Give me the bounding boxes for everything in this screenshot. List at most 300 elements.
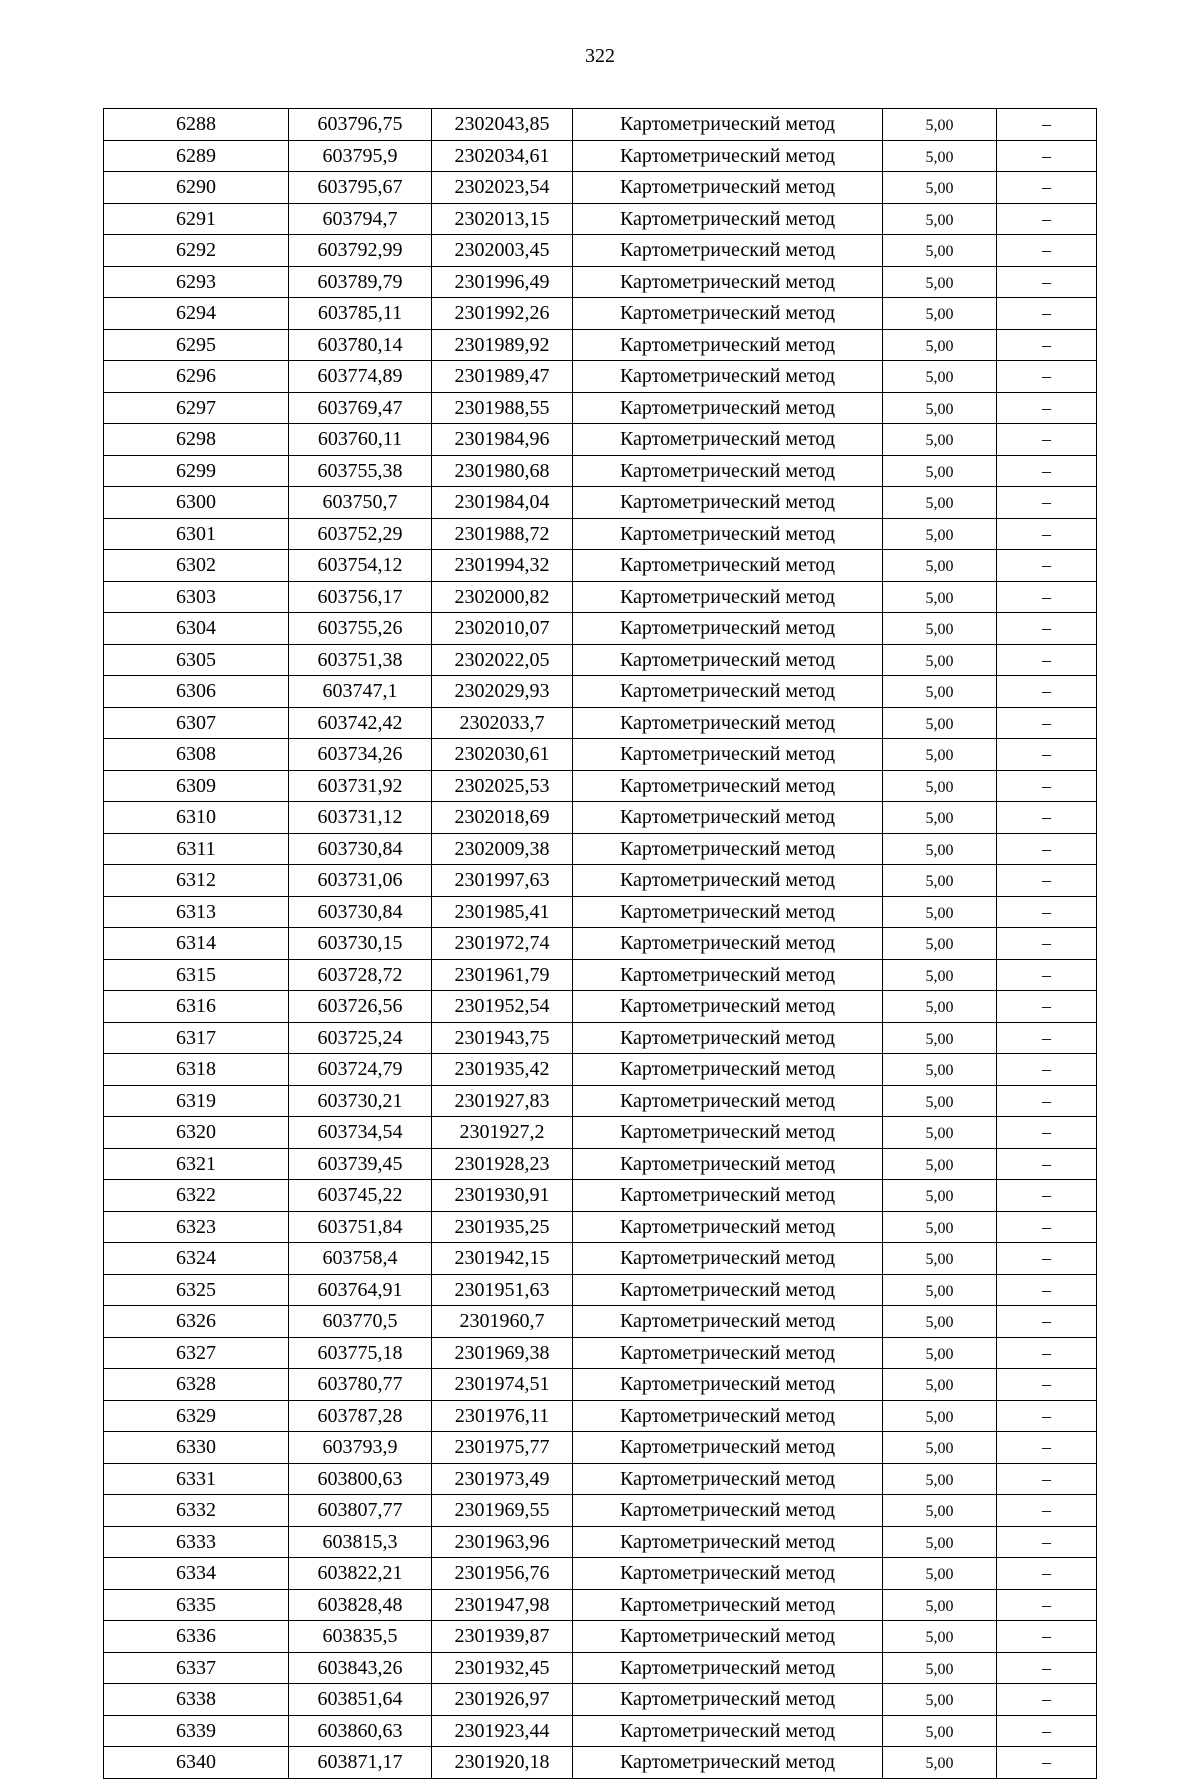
note-cell: – xyxy=(997,1652,1097,1684)
accuracy-cell: 5,00 xyxy=(883,329,997,361)
x-coordinate-cell: 603731,12 xyxy=(289,802,432,834)
method-cell: Картометрический метод xyxy=(573,1684,883,1716)
y-coordinate-cell: 2301930,91 xyxy=(432,1180,573,1212)
coordinates-table xyxy=(103,108,1097,1779)
method-cell: Картометрический метод xyxy=(573,1337,883,1369)
point-number-cell: 6326 xyxy=(104,1306,289,1338)
accuracy-cell: 5,00 xyxy=(883,613,997,645)
table-row xyxy=(104,1432,1097,1464)
table-row xyxy=(104,1526,1097,1558)
method-cell: Картометрический метод xyxy=(573,203,883,235)
method-cell: Картометрический метод xyxy=(573,1526,883,1558)
point-number-cell: 6290 xyxy=(104,172,289,204)
table-row xyxy=(104,1715,1097,1747)
y-coordinate-cell: 2301994,32 xyxy=(432,550,573,582)
note-cell: – xyxy=(997,455,1097,487)
point-number-cell: 6297 xyxy=(104,392,289,424)
method-cell: Картометрический метод xyxy=(573,361,883,393)
table-row xyxy=(104,235,1097,267)
y-coordinate-cell: 2301969,38 xyxy=(432,1337,573,1369)
accuracy-cell: 5,00 xyxy=(883,1243,997,1275)
note-cell: – xyxy=(997,298,1097,330)
point-number-cell: 6289 xyxy=(104,140,289,172)
y-coordinate-cell: 2301980,68 xyxy=(432,455,573,487)
method-cell: Картометрический метод xyxy=(573,959,883,991)
note-cell: – xyxy=(997,802,1097,834)
method-cell: Картометрический метод xyxy=(573,991,883,1023)
y-coordinate-cell: 2301972,74 xyxy=(432,928,573,960)
x-coordinate-cell: 603774,89 xyxy=(289,361,432,393)
table-row xyxy=(104,644,1097,676)
note-cell: – xyxy=(997,1243,1097,1275)
y-coordinate-cell: 2302010,07 xyxy=(432,613,573,645)
x-coordinate-cell: 603780,14 xyxy=(289,329,432,361)
method-cell: Картометрический метод xyxy=(573,833,883,865)
accuracy-cell: 5,00 xyxy=(883,1526,997,1558)
table-row xyxy=(104,361,1097,393)
method-cell: Картометрический метод xyxy=(573,644,883,676)
table-row xyxy=(104,1180,1097,1212)
note-cell: – xyxy=(997,1180,1097,1212)
note-cell: – xyxy=(997,1684,1097,1716)
table-row xyxy=(104,203,1097,235)
accuracy-cell: 5,00 xyxy=(883,550,997,582)
accuracy-cell: 5,00 xyxy=(883,203,997,235)
note-cell: – xyxy=(997,1211,1097,1243)
note-cell: – xyxy=(997,392,1097,424)
accuracy-cell: 5,00 xyxy=(883,1747,997,1779)
table-row xyxy=(104,1243,1097,1275)
note-cell: – xyxy=(997,1432,1097,1464)
x-coordinate-cell: 603780,77 xyxy=(289,1369,432,1401)
y-coordinate-cell: 2301996,49 xyxy=(432,266,573,298)
y-coordinate-cell: 2301984,04 xyxy=(432,487,573,519)
note-cell: – xyxy=(997,739,1097,771)
accuracy-cell: 5,00 xyxy=(883,109,997,141)
x-coordinate-cell: 603752,29 xyxy=(289,518,432,550)
y-coordinate-cell: 2301961,79 xyxy=(432,959,573,991)
method-cell: Картометрический метод xyxy=(573,1369,883,1401)
point-number-cell: 6335 xyxy=(104,1589,289,1621)
point-number-cell: 6323 xyxy=(104,1211,289,1243)
accuracy-cell: 5,00 xyxy=(883,392,997,424)
table-row xyxy=(104,329,1097,361)
accuracy-cell: 5,00 xyxy=(883,1463,997,1495)
accuracy-cell: 5,00 xyxy=(883,1400,997,1432)
y-coordinate-cell: 2302033,7 xyxy=(432,707,573,739)
accuracy-cell: 5,00 xyxy=(883,991,997,1023)
method-cell: Картометрический метод xyxy=(573,1747,883,1779)
method-cell: Картометрический метод xyxy=(573,1085,883,1117)
x-coordinate-cell: 603745,22 xyxy=(289,1180,432,1212)
x-coordinate-cell: 603822,21 xyxy=(289,1558,432,1590)
accuracy-cell: 5,00 xyxy=(883,1022,997,1054)
method-cell: Картометрический метод xyxy=(573,550,883,582)
y-coordinate-cell: 2301989,47 xyxy=(432,361,573,393)
accuracy-cell: 5,00 xyxy=(883,1684,997,1716)
note-cell: – xyxy=(997,424,1097,456)
method-cell: Картометрический метод xyxy=(573,1495,883,1527)
point-number-cell: 6298 xyxy=(104,424,289,456)
method-cell: Картометрический метод xyxy=(573,928,883,960)
x-coordinate-cell: 603796,75 xyxy=(289,109,432,141)
point-number-cell: 6313 xyxy=(104,896,289,928)
table-row xyxy=(104,140,1097,172)
y-coordinate-cell: 2301956,76 xyxy=(432,1558,573,1590)
accuracy-cell: 5,00 xyxy=(883,1715,997,1747)
table-row xyxy=(104,1148,1097,1180)
x-coordinate-cell: 603734,54 xyxy=(289,1117,432,1149)
method-cell: Картометрический метод xyxy=(573,1589,883,1621)
y-coordinate-cell: 2302009,38 xyxy=(432,833,573,865)
table-row xyxy=(104,676,1097,708)
method-cell: Картометрический метод xyxy=(573,896,883,928)
x-coordinate-cell: 603871,17 xyxy=(289,1747,432,1779)
point-number-cell: 6316 xyxy=(104,991,289,1023)
note-cell: – xyxy=(997,172,1097,204)
note-cell: – xyxy=(997,865,1097,897)
x-coordinate-cell: 603795,67 xyxy=(289,172,432,204)
y-coordinate-cell: 2302018,69 xyxy=(432,802,573,834)
table-row xyxy=(104,1747,1097,1779)
table-row xyxy=(104,1117,1097,1149)
note-cell: – xyxy=(997,329,1097,361)
y-coordinate-cell: 2301927,2 xyxy=(432,1117,573,1149)
note-cell: – xyxy=(997,644,1097,676)
y-coordinate-cell: 2301997,63 xyxy=(432,865,573,897)
x-coordinate-cell: 603807,77 xyxy=(289,1495,432,1527)
y-coordinate-cell: 2301963,96 xyxy=(432,1526,573,1558)
note-cell: – xyxy=(997,896,1097,928)
note-cell: – xyxy=(997,1148,1097,1180)
accuracy-cell: 5,00 xyxy=(883,518,997,550)
y-coordinate-cell: 2301926,97 xyxy=(432,1684,573,1716)
point-number-cell: 6325 xyxy=(104,1274,289,1306)
note-cell: – xyxy=(997,235,1097,267)
x-coordinate-cell: 603731,06 xyxy=(289,865,432,897)
accuracy-cell: 5,00 xyxy=(883,1180,997,1212)
method-cell: Картометрический метод xyxy=(573,392,883,424)
y-coordinate-cell: 2301976,11 xyxy=(432,1400,573,1432)
table-row xyxy=(104,172,1097,204)
table-row xyxy=(104,424,1097,456)
method-cell: Картометрический метод xyxy=(573,676,883,708)
x-coordinate-cell: 603755,38 xyxy=(289,455,432,487)
x-coordinate-cell: 603730,21 xyxy=(289,1085,432,1117)
y-coordinate-cell: 2301935,42 xyxy=(432,1054,573,1086)
accuracy-cell: 5,00 xyxy=(883,172,997,204)
accuracy-cell: 5,00 xyxy=(883,1589,997,1621)
table-row xyxy=(104,613,1097,645)
accuracy-cell: 5,00 xyxy=(883,1652,997,1684)
y-coordinate-cell: 2301969,55 xyxy=(432,1495,573,1527)
note-cell: – xyxy=(997,487,1097,519)
table-row xyxy=(104,1369,1097,1401)
table-row xyxy=(104,392,1097,424)
table-row xyxy=(104,487,1097,519)
table-row xyxy=(104,1306,1097,1338)
table-row xyxy=(104,707,1097,739)
accuracy-cell: 5,00 xyxy=(883,644,997,676)
table-row xyxy=(104,1684,1097,1716)
x-coordinate-cell: 603792,99 xyxy=(289,235,432,267)
note-cell: – xyxy=(997,1715,1097,1747)
x-coordinate-cell: 603775,18 xyxy=(289,1337,432,1369)
method-cell: Картометрический метод xyxy=(573,235,883,267)
table-row xyxy=(104,770,1097,802)
y-coordinate-cell: 2302025,53 xyxy=(432,770,573,802)
note-cell: – xyxy=(997,613,1097,645)
x-coordinate-cell: 603815,3 xyxy=(289,1526,432,1558)
y-coordinate-cell: 2302030,61 xyxy=(432,739,573,771)
y-coordinate-cell: 2301928,23 xyxy=(432,1148,573,1180)
point-number-cell: 6303 xyxy=(104,581,289,613)
note-cell: – xyxy=(997,991,1097,1023)
method-cell: Картометрический метод xyxy=(573,1117,883,1149)
accuracy-cell: 5,00 xyxy=(883,1274,997,1306)
x-coordinate-cell: 603728,72 xyxy=(289,959,432,991)
method-cell: Картометрический метод xyxy=(573,865,883,897)
y-coordinate-cell: 2302043,85 xyxy=(432,109,573,141)
accuracy-cell: 5,00 xyxy=(883,1054,997,1086)
point-number-cell: 6311 xyxy=(104,833,289,865)
point-number-cell: 6294 xyxy=(104,298,289,330)
note-cell: – xyxy=(997,1589,1097,1621)
point-number-cell: 6324 xyxy=(104,1243,289,1275)
x-coordinate-cell: 603787,28 xyxy=(289,1400,432,1432)
note-cell: – xyxy=(997,581,1097,613)
note-cell: – xyxy=(997,518,1097,550)
y-coordinate-cell: 2301923,44 xyxy=(432,1715,573,1747)
accuracy-cell: 5,00 xyxy=(883,1337,997,1369)
page-number: 322 xyxy=(585,45,615,67)
accuracy-cell: 5,00 xyxy=(883,676,997,708)
method-cell: Картометрический метод xyxy=(573,1400,883,1432)
y-coordinate-cell: 2301932,45 xyxy=(432,1652,573,1684)
x-coordinate-cell: 603755,26 xyxy=(289,613,432,645)
table-row xyxy=(104,802,1097,834)
table-row xyxy=(104,109,1097,141)
y-coordinate-cell: 2301951,63 xyxy=(432,1274,573,1306)
note-cell: – xyxy=(997,1495,1097,1527)
y-coordinate-cell: 2301989,92 xyxy=(432,329,573,361)
x-coordinate-cell: 603730,84 xyxy=(289,896,432,928)
x-coordinate-cell: 603734,26 xyxy=(289,739,432,771)
x-coordinate-cell: 603742,42 xyxy=(289,707,432,739)
x-coordinate-cell: 603731,92 xyxy=(289,770,432,802)
table-row xyxy=(104,1400,1097,1432)
y-coordinate-cell: 2301943,75 xyxy=(432,1022,573,1054)
x-coordinate-cell: 603751,84 xyxy=(289,1211,432,1243)
accuracy-cell: 5,00 xyxy=(883,833,997,865)
method-cell: Картометрический метод xyxy=(573,581,883,613)
point-number-cell: 6330 xyxy=(104,1432,289,1464)
note-cell: – xyxy=(997,1337,1097,1369)
point-number-cell: 6317 xyxy=(104,1022,289,1054)
note-cell: – xyxy=(997,1022,1097,1054)
table-row xyxy=(104,266,1097,298)
x-coordinate-cell: 603724,79 xyxy=(289,1054,432,1086)
point-number-cell: 6307 xyxy=(104,707,289,739)
table-row xyxy=(104,1558,1097,1590)
note-cell: – xyxy=(997,1621,1097,1653)
x-coordinate-cell: 603769,47 xyxy=(289,392,432,424)
point-number-cell: 6292 xyxy=(104,235,289,267)
accuracy-cell: 5,00 xyxy=(883,1148,997,1180)
point-number-cell: 6314 xyxy=(104,928,289,960)
x-coordinate-cell: 603751,38 xyxy=(289,644,432,676)
method-cell: Картометрический метод xyxy=(573,1558,883,1590)
point-number-cell: 6320 xyxy=(104,1117,289,1149)
x-coordinate-cell: 603789,79 xyxy=(289,266,432,298)
method-cell: Картометрический метод xyxy=(573,329,883,361)
y-coordinate-cell: 2301947,98 xyxy=(432,1589,573,1621)
y-coordinate-cell: 2301974,51 xyxy=(432,1369,573,1401)
x-coordinate-cell: 603730,15 xyxy=(289,928,432,960)
y-coordinate-cell: 2302029,93 xyxy=(432,676,573,708)
note-cell: – xyxy=(997,1400,1097,1432)
x-coordinate-cell: 603747,1 xyxy=(289,676,432,708)
y-coordinate-cell: 2301985,41 xyxy=(432,896,573,928)
point-number-cell: 6327 xyxy=(104,1337,289,1369)
accuracy-cell: 5,00 xyxy=(883,266,997,298)
method-cell: Картометрический метод xyxy=(573,424,883,456)
note-cell: – xyxy=(997,770,1097,802)
point-number-cell: 6310 xyxy=(104,802,289,834)
point-number-cell: 6328 xyxy=(104,1369,289,1401)
note-cell: – xyxy=(997,1054,1097,1086)
accuracy-cell: 5,00 xyxy=(883,1432,997,1464)
x-coordinate-cell: 603785,11 xyxy=(289,298,432,330)
table-row xyxy=(104,959,1097,991)
x-coordinate-cell: 603725,24 xyxy=(289,1022,432,1054)
point-number-cell: 6296 xyxy=(104,361,289,393)
note-cell: – xyxy=(997,1085,1097,1117)
point-number-cell: 6321 xyxy=(104,1148,289,1180)
x-coordinate-cell: 603730,84 xyxy=(289,833,432,865)
point-number-cell: 6301 xyxy=(104,518,289,550)
accuracy-cell: 5,00 xyxy=(883,896,997,928)
accuracy-cell: 5,00 xyxy=(883,455,997,487)
accuracy-cell: 5,00 xyxy=(883,1369,997,1401)
method-cell: Картометрический метод xyxy=(573,1621,883,1653)
point-number-cell: 6300 xyxy=(104,487,289,519)
note-cell: – xyxy=(997,361,1097,393)
y-coordinate-cell: 2301927,83 xyxy=(432,1085,573,1117)
point-number-cell: 6333 xyxy=(104,1526,289,1558)
y-coordinate-cell: 2301942,15 xyxy=(432,1243,573,1275)
x-coordinate-cell: 603758,4 xyxy=(289,1243,432,1275)
x-coordinate-cell: 603760,11 xyxy=(289,424,432,456)
table-row xyxy=(104,455,1097,487)
accuracy-cell: 5,00 xyxy=(883,1306,997,1338)
method-cell: Картометрический метод xyxy=(573,1715,883,1747)
table-row xyxy=(104,1495,1097,1527)
table-row xyxy=(104,1463,1097,1495)
point-number-cell: 6304 xyxy=(104,613,289,645)
note-cell: – xyxy=(997,676,1097,708)
point-number-cell: 6319 xyxy=(104,1085,289,1117)
accuracy-cell: 5,00 xyxy=(883,361,997,393)
accuracy-cell: 5,00 xyxy=(883,739,997,771)
note-cell: – xyxy=(997,550,1097,582)
accuracy-cell: 5,00 xyxy=(883,298,997,330)
table-row xyxy=(104,1589,1097,1621)
method-cell: Картометрический метод xyxy=(573,109,883,141)
note-cell: – xyxy=(997,140,1097,172)
point-number-cell: 6336 xyxy=(104,1621,289,1653)
table-row xyxy=(104,1054,1097,1086)
point-number-cell: 6295 xyxy=(104,329,289,361)
point-number-cell: 6331 xyxy=(104,1463,289,1495)
method-cell: Картометрический метод xyxy=(573,172,883,204)
point-number-cell: 6318 xyxy=(104,1054,289,1086)
accuracy-cell: 5,00 xyxy=(883,928,997,960)
x-coordinate-cell: 603843,26 xyxy=(289,1652,432,1684)
table-row xyxy=(104,518,1097,550)
accuracy-cell: 5,00 xyxy=(883,1495,997,1527)
table-row xyxy=(104,1652,1097,1684)
y-coordinate-cell: 2302034,61 xyxy=(432,140,573,172)
accuracy-cell: 5,00 xyxy=(883,1211,997,1243)
x-coordinate-cell: 603754,12 xyxy=(289,550,432,582)
method-cell: Картометрический метод xyxy=(573,1432,883,1464)
point-number-cell: 6309 xyxy=(104,770,289,802)
method-cell: Картометрический метод xyxy=(573,455,883,487)
x-coordinate-cell: 603764,91 xyxy=(289,1274,432,1306)
method-cell: Картометрический метод xyxy=(573,1652,883,1684)
y-coordinate-cell: 2301988,55 xyxy=(432,392,573,424)
method-cell: Картометрический метод xyxy=(573,1306,883,1338)
table-row xyxy=(104,1085,1097,1117)
table-row xyxy=(104,298,1097,330)
y-coordinate-cell: 2301992,26 xyxy=(432,298,573,330)
point-number-cell: 6329 xyxy=(104,1400,289,1432)
table-row xyxy=(104,1022,1097,1054)
y-coordinate-cell: 2302022,05 xyxy=(432,644,573,676)
x-coordinate-cell: 603828,48 xyxy=(289,1589,432,1621)
x-coordinate-cell: 603794,7 xyxy=(289,203,432,235)
point-number-cell: 6306 xyxy=(104,676,289,708)
method-cell: Картометрический метод xyxy=(573,1274,883,1306)
coordinates-table-body xyxy=(104,109,1097,1779)
point-number-cell: 6340 xyxy=(104,1747,289,1779)
x-coordinate-cell: 603851,64 xyxy=(289,1684,432,1716)
table-row xyxy=(104,581,1097,613)
table-row xyxy=(104,550,1097,582)
note-cell: – xyxy=(997,833,1097,865)
note-cell: – xyxy=(997,266,1097,298)
y-coordinate-cell: 2301973,49 xyxy=(432,1463,573,1495)
table-row xyxy=(104,1621,1097,1653)
note-cell: – xyxy=(997,1558,1097,1590)
point-number-cell: 6332 xyxy=(104,1495,289,1527)
method-cell: Картометрический метод xyxy=(573,739,883,771)
method-cell: Картометрический метод xyxy=(573,707,883,739)
note-cell: – xyxy=(997,1117,1097,1149)
method-cell: Картометрический метод xyxy=(573,802,883,834)
accuracy-cell: 5,00 xyxy=(883,770,997,802)
table-row xyxy=(104,833,1097,865)
point-number-cell: 6302 xyxy=(104,550,289,582)
method-cell: Картометрический метод xyxy=(573,1463,883,1495)
point-number-cell: 6288 xyxy=(104,109,289,141)
table-row xyxy=(104,928,1097,960)
table-row xyxy=(104,739,1097,771)
method-cell: Картометрический метод xyxy=(573,487,883,519)
y-coordinate-cell: 2301939,87 xyxy=(432,1621,573,1653)
x-coordinate-cell: 603739,45 xyxy=(289,1148,432,1180)
